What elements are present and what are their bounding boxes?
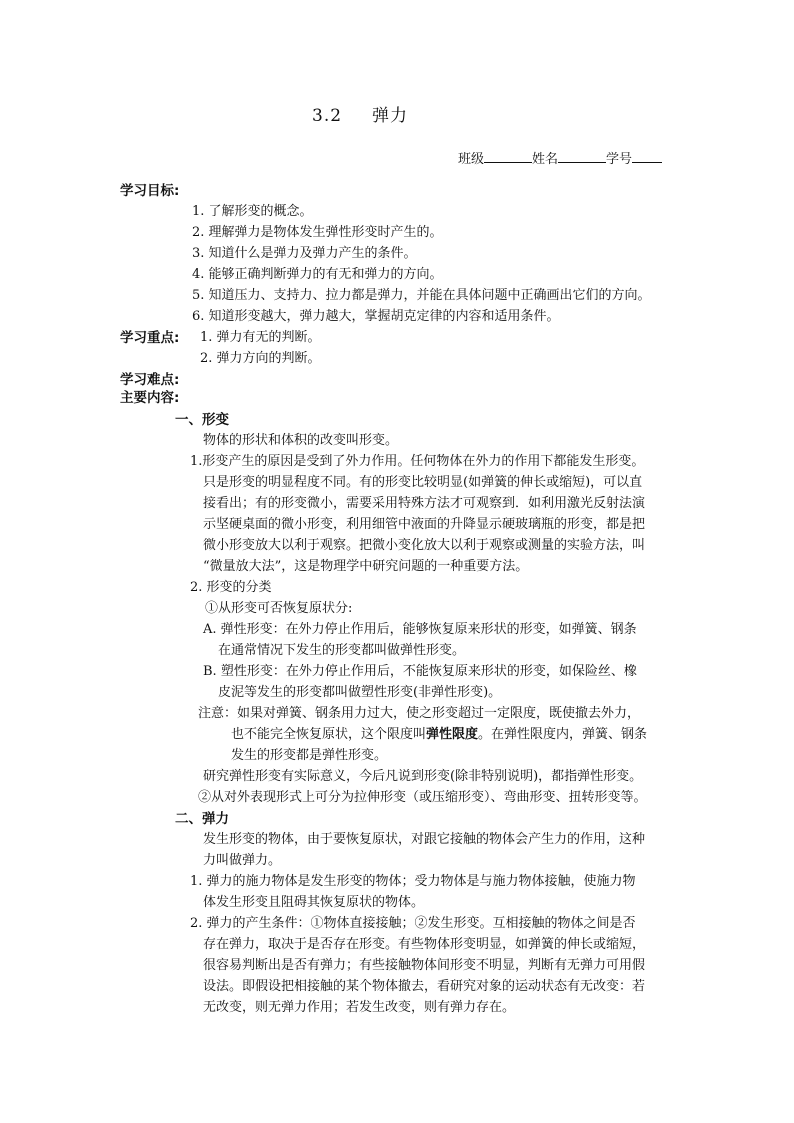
force-item2-line: 设法。即假设把相接触的某个物体撤去，看研究对象的运动状态有无改变：若 (203, 979, 646, 994)
objective-item: 5. 知道压力、支持力、拉力都是弹力，并能在具体问题中正确画出它们的方向。 (192, 288, 651, 303)
plastic-line: 皮泥等发生的形变都叫做塑性形变(非弹性形变)。 (218, 685, 502, 700)
cause-line: 只是形变的明显程度不同。有的形变比较明显(如弹簧的伸长或缩短)，可以直 (203, 475, 643, 490)
note-text: 也不能完全恢复原状，这个限度叫 (231, 727, 427, 742)
by-recovery-heading: ①从形变可否恢复原状分: (205, 601, 353, 616)
elastic-line: A. 弹性形变：在外力停止作用后，能够恢复原来形状的形变，如弹簧、钢条 (203, 622, 637, 637)
title-number: 3.2 (312, 106, 343, 126)
content-heading: 主要内容: (120, 390, 180, 406)
note-text: 。在弹性限度内，弹簧、钢条 (478, 727, 648, 742)
objective-item: 1. 了解形变的概念。 (192, 204, 313, 219)
cause-line: “微量放大法”，这是物理学中研究问题的一种重要方法。 (203, 559, 529, 574)
note-line (231, 725, 647, 745)
key-point-item: 1. 弹力有无的判断。 (200, 330, 321, 345)
id-label: 学号 (606, 152, 633, 167)
elastic-line: 在通常情况下发生的形变都叫做弹性形变。 (218, 643, 466, 658)
objective-item: 2. 理解弹力是物体发生弹性形变时产生的。 (192, 225, 443, 240)
student-info-line (458, 150, 662, 170)
difficulties-heading: 学习难点: (120, 372, 180, 388)
section2-definition: 发生形变的物体，由于要恢复原状，对跟它接触的物体会产生力的作用，这种 (203, 832, 646, 847)
objective-item: 3. 知道什么是弹力及弹力产生的条件。 (192, 246, 417, 261)
title-text: 弹力 (372, 106, 409, 126)
name-blank[interactable] (558, 150, 606, 163)
objectives-heading: 学习目标: (120, 183, 180, 199)
objective-item: 4. 能够正确判断弹力的有无和弹力的方向。 (192, 267, 443, 282)
objective-item: 6. 知道形变越大，弹力越大，掌握胡克定律的内容和适用条件。 (192, 309, 560, 324)
section1-heading: 一、形变 (175, 412, 229, 428)
cause-line: 微小形变放大以利于观察。把微小变化放大以利于观察或测量的实验方法，叫 (203, 538, 646, 553)
force-item2-line: 2. 弹力的产生条件：①物体直接接触；②发生形变。互相接触的物体之间是否 (190, 916, 636, 931)
force-item1-line: 体发生形变且阻碍其恢复原状的物体。 (203, 895, 425, 910)
section2-heading: 二、弹力 (175, 811, 229, 827)
force-item2-line: 存在弹力，取决于是否存在形变。有些物体形变明显，如弹簧的伸长或缩短， (203, 937, 646, 952)
cause-line: 示坚硬桌面的微小形变，利用细管中液面的升降显示硬玻璃瓶的形变，都是把 (203, 517, 646, 532)
class-blank[interactable] (484, 150, 532, 163)
note-line: 注意：如果对弹簧、钢条用力过大，使之形变超过一定限度，既使撤去外力， (198, 706, 641, 721)
cause-line: 1.形变产生的原因是受到了外力作用。任何物体在外力的作用下都能发生形变。 (190, 454, 645, 469)
class-label: 班级 (458, 152, 485, 167)
study-note: 研究弹性形变有实际意义，今后凡说到形变(除非特别说明)，都指弹性形变。 (203, 769, 643, 784)
key-points-heading: 学习重点: (120, 330, 180, 346)
page-title (312, 106, 408, 126)
section1-definition: 物体的形状和体积的改变叫形变。 (203, 433, 399, 448)
section2-definition: 力叫做弹力。 (203, 853, 282, 868)
by-appearance-line: ②从对外表现形式上可分为拉伸形变（或压缩形变）、弯曲形变、扭转形变等。 (198, 790, 647, 805)
plastic-line: B. 塑性形变：在外力停止作用后，不能恢复原来形状的形变，如保险丝、橡 (203, 664, 637, 679)
cause-line: 接看出；有的形变微小，需要采用特殊方法才可观察到．如利用激光反射法演 (203, 496, 646, 511)
force-item1-line: 1. 弹力的施力物体是发生形变的物体；受力物体是与施力物体接触，使施力物 (190, 874, 636, 889)
force-item2-line: 无改变，则无弹力作用；若发生改变，则有弹力存在。 (203, 1000, 516, 1015)
force-item2-line: 很容易判断出是否有弹力；有些接触物体间形变不明显，判断有无弹力可用假 (203, 958, 646, 973)
note-line: 发生的形变都是弹性形变。 (231, 748, 388, 763)
elastic-limit-term: 弹性限度 (426, 727, 479, 742)
key-point-item: 2. 弹力方向的判断。 (200, 351, 321, 366)
name-label: 姓名 (532, 152, 559, 167)
classification-heading: 2. 形变的分类 (190, 580, 272, 595)
id-blank[interactable] (632, 150, 662, 163)
